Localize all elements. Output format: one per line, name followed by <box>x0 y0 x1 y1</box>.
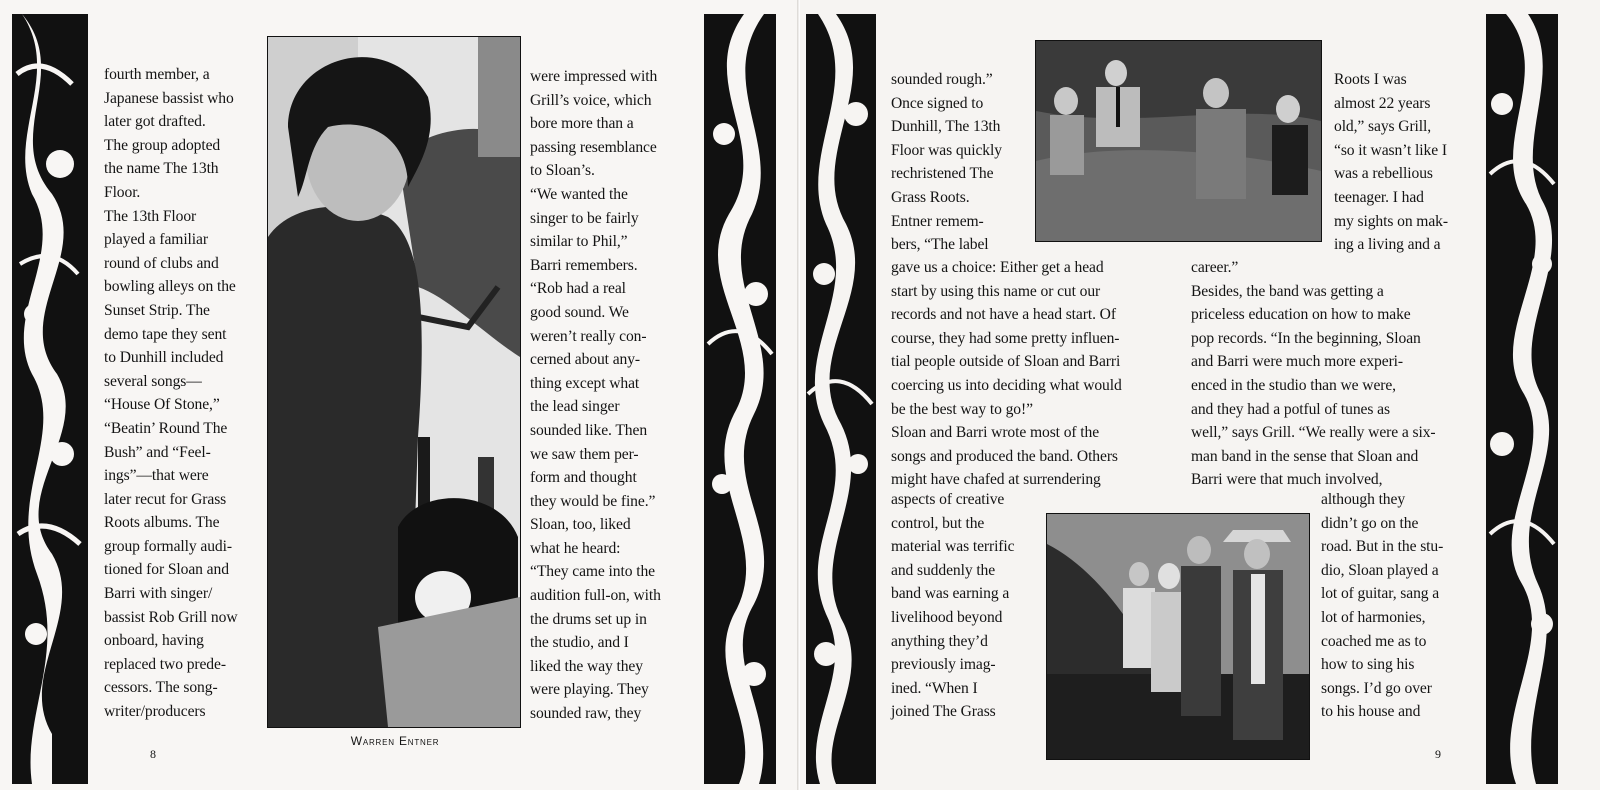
body-text-column-a-full: gave us a choice: Either get a head start by using this name or cut our records and not have a head start. Of course, they had some pretty influen- tial people outside of Sloan and Barri coercing us into deciding what would be the best way to go!” Sloan and Barri wrote most of the songs and produced the band. Others might have chafed at surrendering <box>891 259 1122 489</box>
warren-entner-photo <box>267 36 521 728</box>
right-page <box>800 0 1600 790</box>
band-group-photo <box>1046 513 1310 760</box>
body-text-column-b-top: Roots I was almost 22 years old,” says Grill, “so it wasn’t like I was a rebellious teenager. I had my sights on mak- ing a living and a <box>1334 71 1448 254</box>
body-text-column-a-top: sounded rough.” Once signed to Dunhill, The 13th Floor was quickly rechristened The Grass Roots. Entner remem- bers, “The label <box>891 71 1002 254</box>
page-number-left: 8 <box>150 747 156 761</box>
page-number-right: 9 <box>1435 747 1441 761</box>
floral-border-center-left <box>704 14 776 784</box>
floral-border-center-right <box>806 14 876 784</box>
photo-caption: Warren Entner <box>350 734 440 748</box>
body-text-column-1: fourth member, a Japanese bassist who later got drafted. The group adopted the name The 13th Floor. The 13th Floor played a familiar round of clubs and bowling alleys on the Sunset Strip. The demo tape they sent to Dunhill included several songs— “House Of Stone,” “Beatin’ Round The Bush” and “Feel- ings”—that were later recut for Grass Roots albums. The group formally audi- tioned for Sloan and Barri with singer/ bassist Rob Grill now onboard, having replaced two prede- cessors. The song- writer/producers <box>104 66 238 721</box>
body-text-column-b-bottom: although they didn’t go on the road. But in the stu- dio, Sloan played a lot of guitar, sang a lot of harmonies, coached me as to how to sing his songs. I’d go over to his house and <box>1321 491 1444 721</box>
floral-border-left <box>12 14 88 784</box>
band-outdoor-photo <box>1035 40 1322 242</box>
floral-border-right <box>1486 14 1558 784</box>
body-text-column-2: were impressed with Grill’s voice, which bore more than a passing resemblance to Sloan’s. “We wanted the singer to be fairly similar to Phil,” Barri remembers. “Rob had a real good sound. We weren’t really con- cerned about any- thing except what the lead singer sounded like. Then we saw them per- form and thought they would be fine.” Sloan, too, liked what he heard: “They came into the audition full-on, with the drums set up in the studio, and I liked the way they were playing. They sounded raw, they <box>530 68 661 723</box>
body-text-column-a-bottom: aspects of creative control, but the material was terrific and suddenly the band was earning a livelihood beyond anything they’d previously imag- ined. “When I joined The Grass <box>891 491 1015 721</box>
body-text-column-b-full: career.” Besides, the band was getting a priceless education on how to make pop records. “In the beginning, Sloan and Barri were much more experi- enced in the studio than we were, and they had a potful of tunes as well,” says Grill. “We really were a six- man band in the sense that Sloan and Barri were that much involved, <box>1191 259 1436 489</box>
